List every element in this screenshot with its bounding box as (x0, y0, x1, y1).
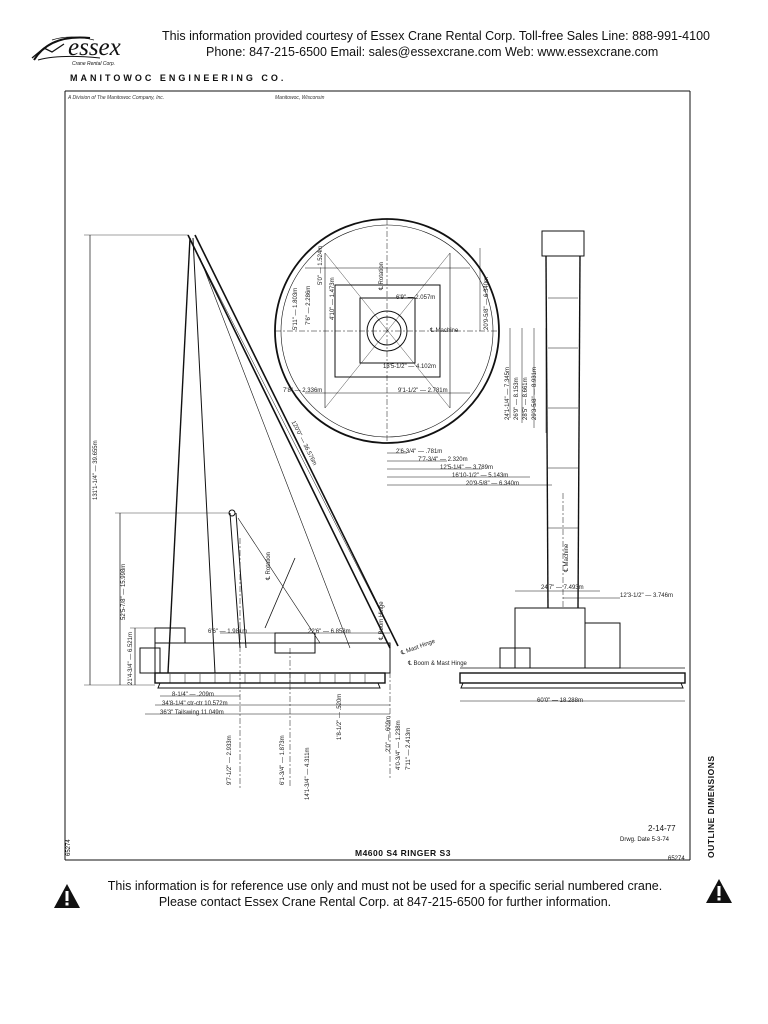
dim-34-8: 34'8-1/4" ctr-ctr 10.572m (162, 701, 228, 707)
dim-20-9-bottom: 20'9-5/8" — 6.340m (466, 481, 519, 487)
label-rotation: ℄ Rotation (266, 552, 272, 580)
outline-drawing (60, 88, 700, 863)
label-machine-rear: ℄ Machine (564, 543, 570, 572)
dim-14-1: 14'1-3/4" — 4.311m (305, 747, 311, 800)
warning-icon-right-graphic (704, 877, 734, 905)
dim-6-1: 6'1-3/4" — 1.873m (280, 735, 286, 785)
drawing-lines (60, 88, 700, 863)
dim-7-7: 7'7-3/4" — 2.320m (418, 457, 468, 463)
dim-1-8: 1'8-1/2" — .520m (337, 693, 343, 740)
dim-2-0: 2'0" — .609m (386, 716, 392, 752)
warning-icon (52, 882, 82, 910)
courtesy-line: This information provided courtesy of Essex Crane Rental Corp. Toll-free Sales Line: 888-991-4100 (162, 29, 710, 43)
warning-icon-left-graphic (52, 882, 82, 910)
dim-28-5: 28'5" — 8.661m (523, 377, 529, 420)
label-boom-hinge: ℄ Boom Hinge (379, 601, 385, 640)
dim-9-7: 9'7-1/2" — 2.933m (227, 735, 233, 785)
svg-text:essex: essex (68, 34, 121, 61)
essex-logo-graphic (30, 30, 165, 72)
dim-6-9: 6'9" — 2.057m (396, 295, 436, 301)
dim-24-1: 24'1-1/4" — 7.345m (505, 367, 511, 420)
dim-5-0: 5'0" — 1.524m (318, 245, 324, 285)
disclaimer (90, 878, 680, 910)
label-boom-mast-hinge: ℄ Boom & Mast Hinge (408, 661, 467, 667)
dim-tailswing: 36'3" Tailswing 11.049m (160, 710, 224, 716)
drawing-title: M4600 S4 RINGER S3 (355, 848, 451, 858)
dim-7-6: 7'6" — 2.286m (306, 285, 312, 325)
label-mast-hinge: ℄ Mast Hinge (400, 638, 437, 657)
dim-8-1-4: 8-1/4" — .209m (172, 692, 214, 698)
drawing-code-left: 65274 (66, 839, 72, 856)
drawing-date: 2-14-77 (648, 824, 676, 833)
dim-20-9: 20'9-5/8" — 6.340m (484, 277, 490, 330)
dim-height-base: 21'4-3/4" — 6.521m (128, 632, 134, 685)
label-rotation-plan: ℄ Rotation (379, 262, 385, 290)
dim-boom-length: 120'0" — 36.576m (289, 420, 318, 467)
contact-line: Phone: 847-215-6500 Email: sales@essexcrane.com Web: www.essexcrane.com (206, 45, 659, 59)
location-note: Manitowoc, Wisconsin (275, 95, 325, 101)
label-machine-plan: ℄ Machine (430, 328, 459, 334)
outline-dimensions-label: OUTLINE DIMENSIONS (706, 755, 716, 858)
dim-26-9: 26'9" — 8.153m (514, 377, 520, 420)
dim-29-3: 29'3-5/8" — 8.931m (532, 367, 538, 420)
dim-4-0: 4'0-3/4" — 1.238m (396, 720, 402, 770)
disclaimer-line-2: Please contact Essex Crane Rental Corp. at 847-215-6500 for further information. (158, 895, 612, 909)
dim-12-5: 12'5-1/4" — 3.789m (440, 465, 493, 471)
warning-icon (704, 877, 734, 905)
svg-text:Crane Rental Corp.: Crane Rental Corp. (72, 61, 116, 67)
dim-22-6: 22'6" — 6.858m (308, 629, 351, 635)
dim-7-8: 7'8" — 2.336m (283, 388, 323, 394)
essex-logo (30, 30, 165, 72)
dim-6-6: 6'6" — 1.981m (208, 629, 248, 635)
disclaimer-line-1: This information is for reference use only and must not be used for a specific serial numbered crane. (107, 879, 663, 893)
dim-height-total: 131'1-1/4" — 39.655m (93, 440, 99, 500)
dim-7-11: 7'11" — 2.413m (406, 727, 412, 770)
dim-60-0: 60'0" — 18.288m (537, 698, 583, 704)
company-name: MANITOWOC ENGINEERING CO. (70, 73, 287, 83)
dim-5-11: 5'11" — 1.803m (293, 287, 299, 330)
dim-24-7: 24'7" — 7.493m (541, 585, 584, 591)
dim-4-10: 4'10" — 1.473m (330, 277, 336, 320)
drawing-code-right: 65274 (668, 856, 685, 862)
dim-9-1: 9'1-1/2" — 2.781m (398, 388, 448, 394)
dim-2-6: 2'6-3/4" — .781m (396, 449, 443, 455)
division-note: A Division of The Manitowoc Company, Inc. (68, 95, 165, 101)
drawing-drwg-date: Drwg. Date 5-3-74 (620, 837, 670, 843)
dim-13-5: 13'5-1/2" — 4.102m (383, 364, 436, 370)
dim-height-mast: 52'5-7/8" — 15.998m (121, 563, 127, 620)
dim-12-3: 12'3-1/2" — 3.746m (620, 593, 673, 599)
dim-16-10: 16'10-1/2" — 5.143m (452, 473, 509, 479)
